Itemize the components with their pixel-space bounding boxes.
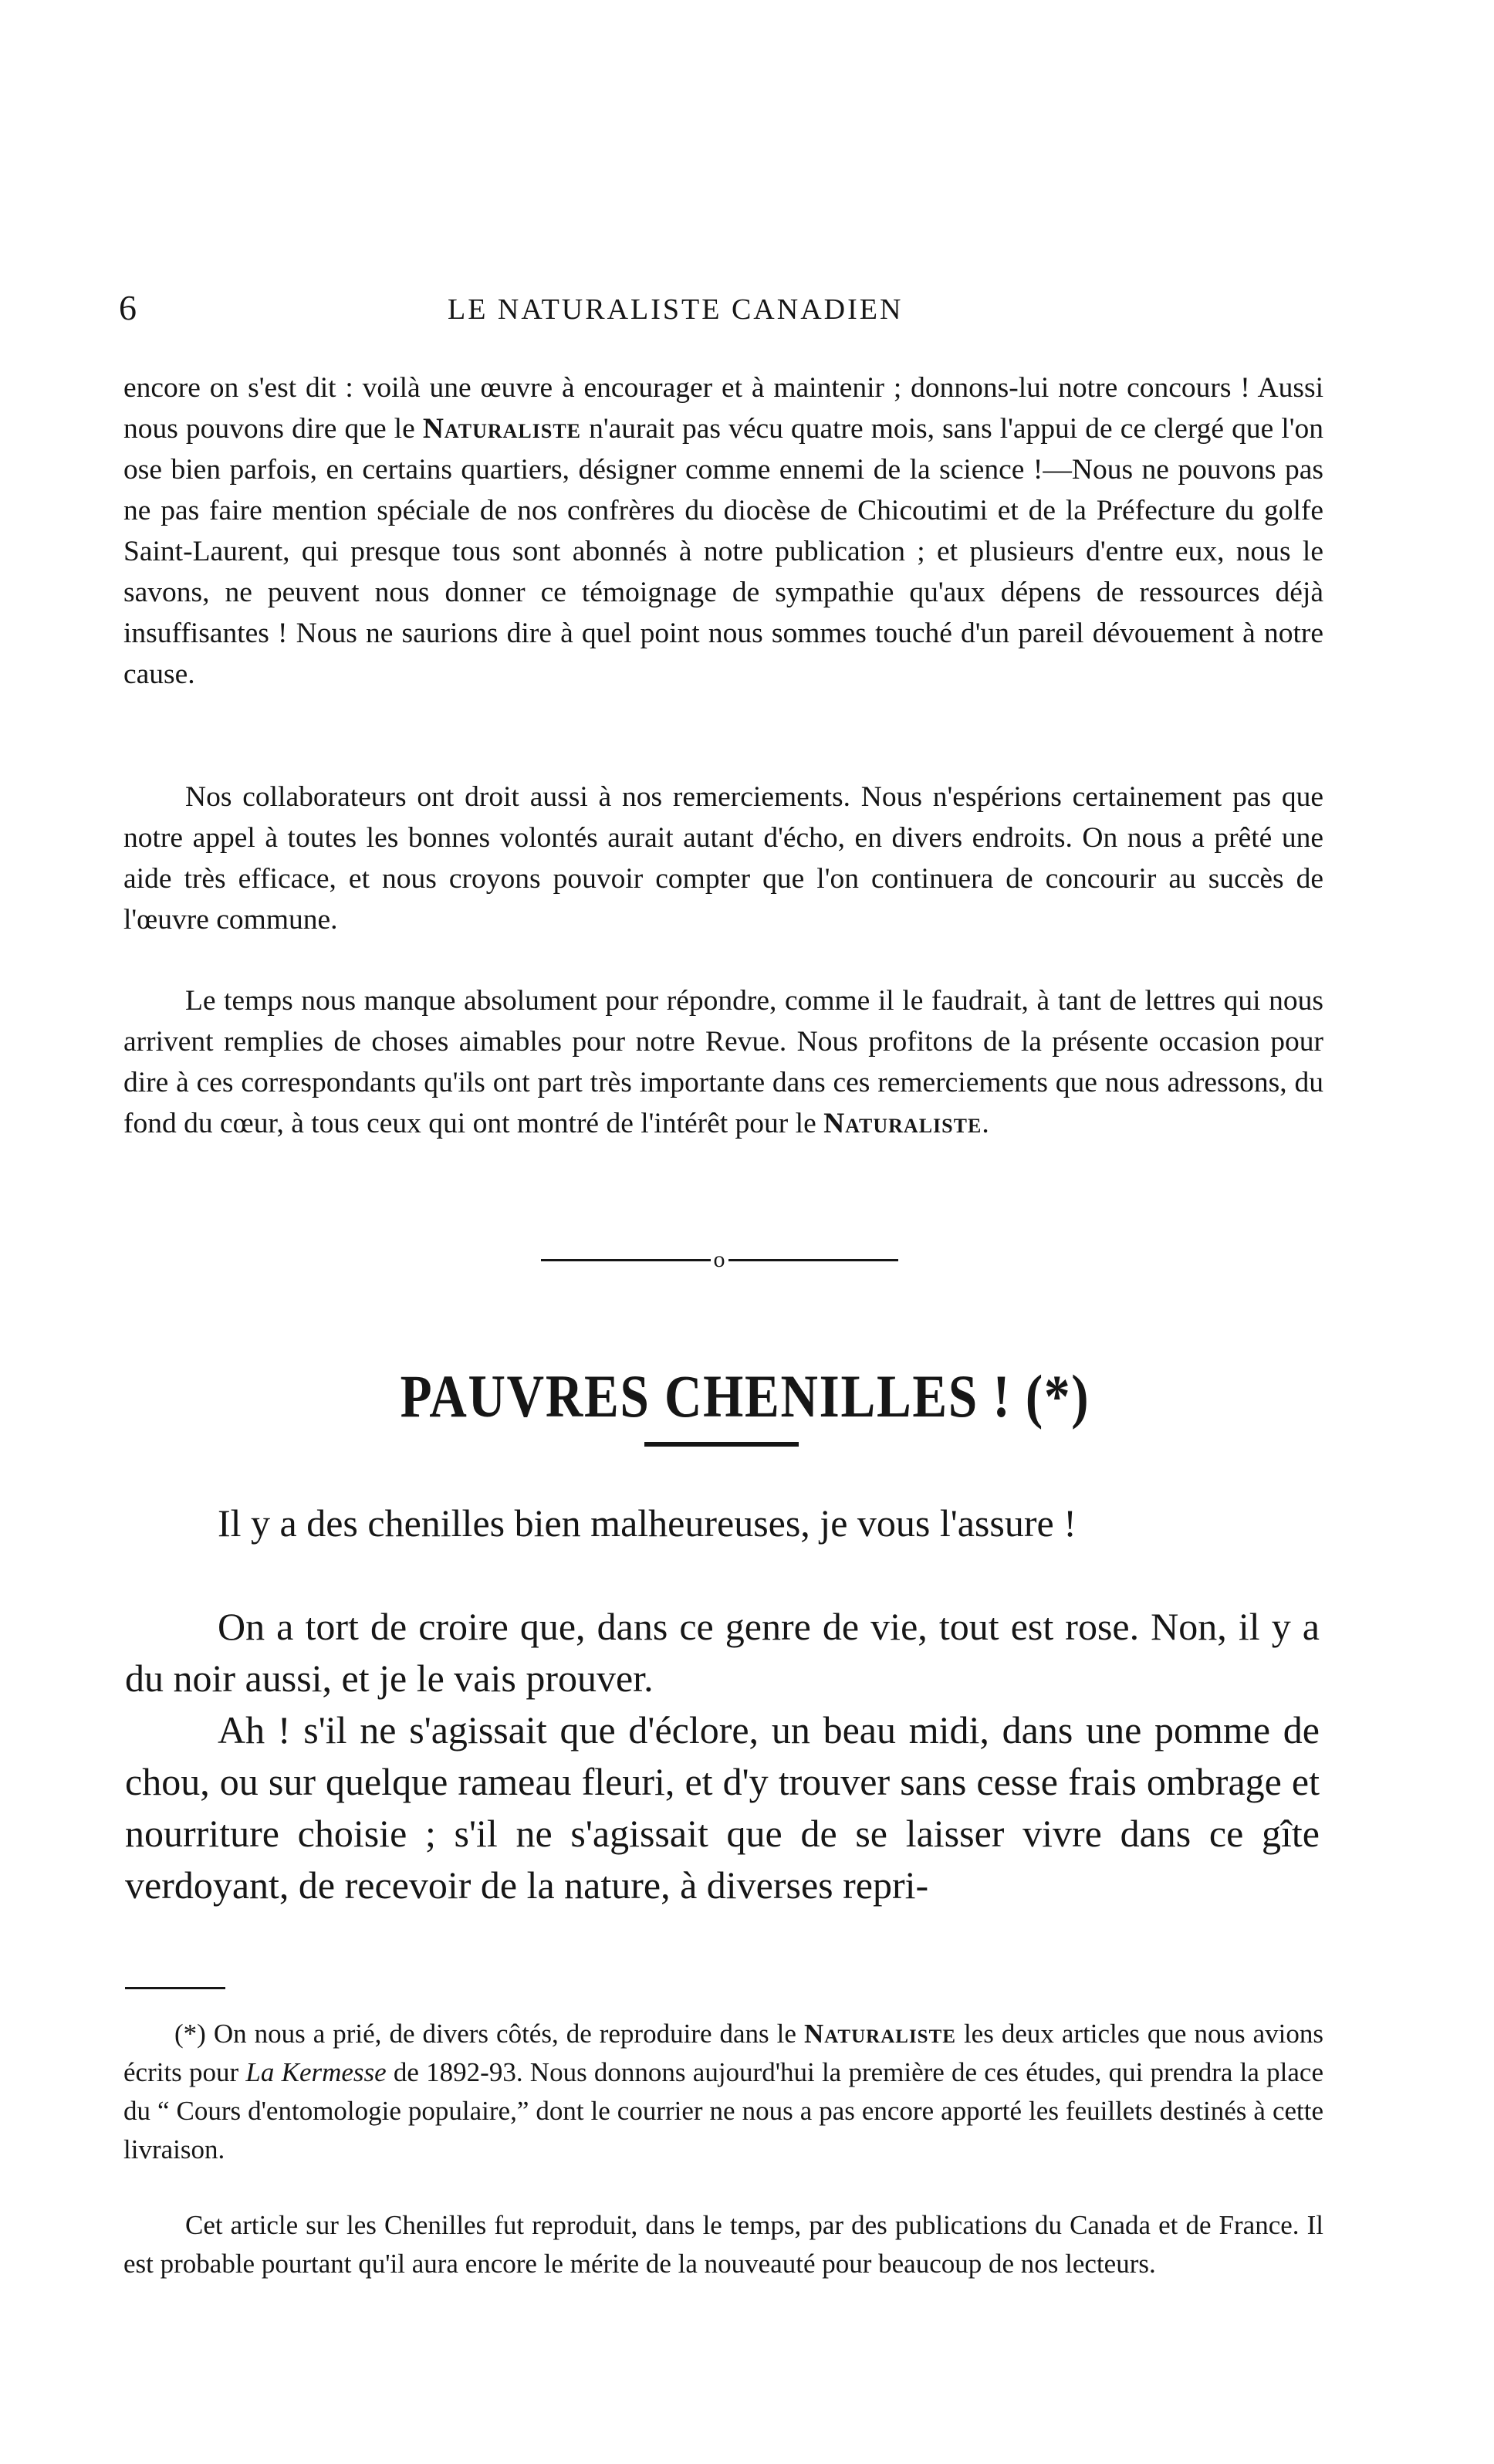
footnote-rule	[125, 1987, 225, 1989]
publication-name: La Kermesse	[245, 2057, 387, 2087]
footnote-paragraph-2: Cet article sur les Chenilles fut reproduit, dans le temps, par des publications du Canada et de France. Il est probable pourtant qu'il aura encore le mérite de la nouveauté pour beaucoup de nos lecteurs.	[123, 2210, 1323, 2279]
preface-paragraph-3	[123, 980, 1323, 1144]
article-paragraph-2: On a tort de croire que, dans ce genre de vie, tout est rose. Non, il y a du noir aussi, et je le vais prouver.	[125, 1605, 1320, 1700]
separator-mark: o	[713, 1247, 725, 1272]
article-paragraph-1: Il y a des chenilles bien malheureuses, je vous l'assure !	[218, 1501, 1077, 1545]
separator-line-right	[728, 1259, 898, 1261]
footnote-paragraph-1	[123, 2015, 1323, 2169]
preface-p3-end: .	[982, 1108, 989, 1139]
footnote-p1-mid: les deux articles que nous avions écrits pour	[123, 2019, 1323, 2087]
footnote-p1-start: (*) On nous a prié, de divers côtés, de reproduire dans le	[174, 2019, 804, 2049]
separator-line-left	[541, 1259, 711, 1261]
journal-name: Naturaliste	[803, 2019, 956, 2049]
page-number: 6	[119, 288, 137, 327]
preface-p1-text: encore on s'est dit : voilà une œuvre à encourager et à maintenir ; donnons-lui notre concours ! Aussi nous pouvons dire que le	[123, 372, 1323, 445]
title-rule	[644, 1442, 799, 1447]
preface-p1-rest: n'aurait pas vécu quatre mois, sans l'appui de ce clergé que l'on ose bien parfois, en certains quartiers, désigner comme ennemi de la science !—Nous ne pouvons pas ne pas faire mention spéciale de nos confrères du diocèse de Chicoutimi et de la Préfecture du golfe Saint-Laurent, qui presque tous sont abonnés à notre publication ; et plusieurs d'entre eux, nous le savons, ne peuvent nous donner ce témoignage de sympathie qu'aux dépens de ressources déjà insuffisantes ! Nous ne saurions dire à quel point nous sommes touché d'un pareil dévouement à notre cause.	[123, 413, 1323, 690]
article-paragraph-3: Ah ! s'il ne s'agissait que d'éclore, un beau midi, dans une pomme de chou, ou sur quelque rameau fleuri, et d'y trouver sans cesse frais ombrage et nourriture choisie ; s'il ne s'agissait que de se laisser vivre dans ce gîte verdoyant, de recevoir de la nature, à diverses repri-	[125, 1708, 1320, 1907]
journal-name: Naturaliste	[422, 413, 582, 445]
section-separator	[526, 1244, 912, 1275]
preface-paragraph-2: Nos collaborateurs ont droit aussi à nos remerciements. Nous n'espérions certainement pas que notre appel à toutes les bonnes volontés aurait autant d'écho, en divers endroits. On nous a prêté une aide très efficace, et nous croyons pouvoir compter que l'on continuera de concourir au succès de l'œuvre commune.	[123, 781, 1323, 936]
footnote-p1-end: de 1892-93. Nous donnons aujourd'hui la première de ces études, qui prendra la place du “ Cours d'entomologie populaire,” dont le courrier ne nous a pas encore apporté les feuillets destinés à cette livraison.	[123, 2057, 1323, 2164]
journal-name: Naturaliste	[823, 1108, 982, 1139]
preface-paragraph-1	[123, 367, 1323, 695]
running-title: LE NATURALISTE CANADIEN	[448, 293, 904, 326]
article-title: PAUVRES CHENILLES ! (*)	[400, 1362, 1090, 1430]
preface-p3-text: Le temps nous manque absolument pour répondre, comme il le faudrait, à tant de lettres qui nous arrivent remplies de choses aimables pour notre Revue. Nous profitons de la présente occasion pour dire à ces correspondants qu'ils ont part très importante dans ces remerciements que nous adressons, du fond du cœur, à tous ceux qui ont montré de l'intérêt pour le	[123, 985, 1323, 1139]
